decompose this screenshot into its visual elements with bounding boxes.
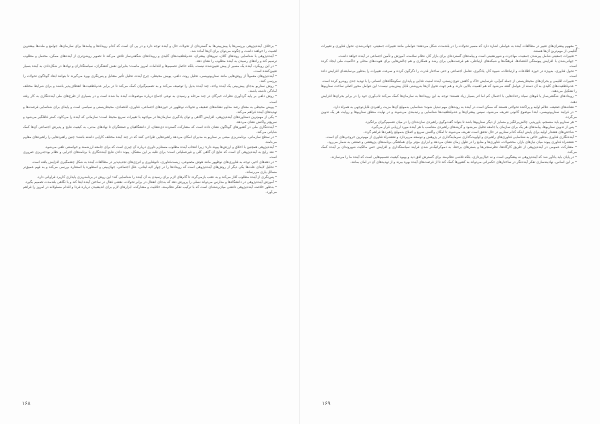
paragraph: • در پایان باید یادآور شد که آینده‌پژوهی نه پیشگویی است و نه خیال‌پردازی، بلکه تلاشی نظام‌مند برای گسترش افق دید و بهبود کیفیت تصمیم‌هایی است که آینده ما را می‌سازند. <box>330 155 577 160</box>
paragraph: • آینده‌نگاری فناوری به‌طور خاص به شناسایی فناوری‌های راهبردی و اولویت‌گذاری سرمایه‌گذاری در پژوهش و توسعه می‌پردازد و نقشه‌راه فناوری از مهم‌ترین خروجی‌های آن است. <box>325 134 577 139</box>
paragraph: • آینده‌نگاری ملی در کشورهای گوناگون نشان داده است که مشارکت گسترده ذی‌نفعان، از دانشگاهیان و صنعتگران تا نهادهای مدنی، به کیفیت نتایج و پذیرش اجتماعی آن‌ها کمک شایانی می‌کند. <box>23 124 277 134</box>
paragraph: • عدم‌قطعیت‌های کلیدی به آن دسته از عوامل گفته می‌شود که هم اهمیت بالایی دارند و هم جهت تحول آن‌ها به‌روشنی قابل پیش‌بینی نیست؛ این عوامل محور اصلی ساخت سناریوها را تشکیل می‌دهند. <box>321 84 577 94</box>
paragraph: • تحول فناوری، به‌ویژه در حوزه اطلاعات و ارتباطات، شیوه کار، یادگیری، تعامل اجتماعی و حتی ساختار قدرت را دگرگون کرده و سرعت تغییرات را به‌طور بی‌سابقه‌ای افزایش داده است. <box>321 69 577 79</box>
right-page-marker: ۲۰ <box>575 46 580 51</box>
paragraph: • رویدادهای شگفتی‌ساز یا قوهای سیاه رخدادهایی با احتمال کم اما اثر بسیار زیاد هستند؛ توجه به این رویدادها به سازمان‌ها کمک می‌کند تاب‌آوری خود را در برابر بحران‌ها افزایش دهند. <box>321 94 577 104</box>
paragraph: • به‌طور خلاصه، آینده‌پژوهی دانشی میان‌رشته‌ای است که با ترکیب تفکر نظام‌مند، خلاقیت و مشارکت، ابزارهای لازم برای اندیشیدن درباره فردا و اقدام مسئولانه در امروز را فراهم می‌آورد. <box>23 185 277 195</box>
paragraph: • آینده‌پژوهان معمولاً از روش‌هایی مانند سناریونویسی، تحلیل روند، دلفی، پویش محیطی، چرخ آینده، تحلیل تأثیر متقابل و پس‌نگری بهره می‌گیرند تا بتوانند ابعاد گوناگون تحولات را بررسی کنند. <box>23 74 277 84</box>
paragraph: • بر این اساس، نهادینه‌سازی تفکر آینده‌نگر در ساختارهای حکمرانی می‌تواند به کشورها کمک کند تا از فرصت‌های آینده بهره ببرند و از تهدیدهای آن در امان بمانند. <box>350 160 577 165</box>
right-page-body <box>321 44 577 396</box>
right-page-number: ۱۶۹ <box>322 401 331 407</box>
paragraph: • برخلاف آینده‌پژوهی بررسی‌ها یا پیش‌بینی‌ها به گستره‌ای از تحولات حال و آینده توجه دارد و در پی آن است که کدام رویدادها و پیامدها برای سازمان‌ها، جوامع و ملت‌ها بیشترین اهمیت را خواهند داشت و چگونه می‌توان برای آن‌ها آماده شد. <box>23 44 277 54</box>
paragraph: • جهانی‌شدن با افزایش پیوستگی اقتصادها، فرهنگ‌ها و شبکه‌های ارتباطی، هم فرصت‌هایی برای رشد و همکاری و هم چالش‌هایی برای هویت‌های محلی و حاکمیت ملی ایجاد کرده است. <box>321 59 577 69</box>
paragraph: • آموزش آینده‌پژوهی در دانشگاه‌ها و مدارس می‌تواند نسلی را پرورش دهد که به‌جای انفعال در برابر تحولات، نقشی فعال در ساختن آینده ایفا کند و با نگاهی بلندمدت تصمیم بگیرد. <box>24 180 277 185</box>
left-page-number: ۱۶۸ <box>22 401 31 407</box>
paragraph: • آینده‌پژوهی با شناسایی روندهای کلان، نیروهای پیشران، عدم‌قطعیت‌های کلیدی و رویدادهای شگفتی‌ساز تلاش می‌کند تا تصویر روشن‌تری از آینده‌های ممکن، محتمل و مطلوب ترسیم کند و راه‌های رسیدن به آینده مطلوب را نشان دهد. <box>23 54 277 64</box>
paragraph: • نشانه‌های ضعیف، علائم اولیه و پراکنده تحولاتی هستند که ممکن است در آینده به روندهای مهم تبدیل شوند؛ شناسایی به‌موقع آن‌ها مزیت راهبردی قابل‌توجهی به همراه دارد. <box>333 104 577 109</box>
paragraph: • آینده‌پژوهی همچنین با اخلاق و ارزش‌ها پیوند دارد؛ زیرا انتخاب آینده مطلوب مستلزم داوری درباره آن چیزی است که برای جامعه ارزشمند و خواستنی تلقی می‌شود. <box>44 144 277 149</box>
paragraph: • در سطح سازمانی، برنامه‌ریزی مبتنی بر سناریو به مدیران امکان می‌دهد راهبردهایی طراحی کنند که در چند آینده مختلف کارایی داشته باشند؛ چنین راهبردهایی را راهبردهای مقاوم می‌نامند. <box>23 134 277 144</box>
paragraph: • شاخص‌های هشدار اولیه برای پایش اینکه کدام سناریو در حال تحقق است تعریف می‌شوند تا امکان واکنش سریع و اصلاح به‌موقع راهبردها فراهم گردد. <box>363 129 577 134</box>
paragraph: • هر سناریو باید منسجم، باورپذیر، چالش‌برانگیز و متمایز از دیگر سناریوها باشد تا بتواند گفت‌وگوی راهبردی سازنده‌ای را در میان تصمیم‌گیران برانگیزد. <box>364 119 577 124</box>
paragraph: • یکی از مهم‌ترین دستاوردهای آینده‌پژوهی، افزایش آگاهی و توان یادگیری سازمان‌ها در مواجهه با تغییرات سریع محیط است؛ سازمانی که آینده را می‌کاود، کمتر غافلگیر می‌شود و سریع‌تر واکنش نشان می‌دهد. <box>23 114 277 124</box>
paragraph: • در دهه‌های اخیر، توجه به فناوری‌های نوظهور مانند هوش مصنوعی، زیست‌فناوری، نانوفناوری و انرژی‌های تجدیدپذیر در مطالعات آینده به شکل چشمگیری افزایش یافته است. <box>31 160 277 165</box>
paragraph: • نقد رایج به آینده‌پژوهی آن است که نتایج آن گاهی کلی و غیرعملیاتی است؛ برای غلبه بر این مشکل، پیوند دادن نتایج آینده‌نگاری با برنامه‌های اجرایی و نظام بودجه‌ریزی ضروری است. <box>23 149 277 160</box>
paragraph: • مفهوم پیشران‌های تغییر در مطالعات آینده به عواملی اشاره دارد که مسیر تحولات را در بلندمدت شکل می‌دهند؛ عواملی مانند تغییرات جمعیتی، جهانی‌شدن، تحول فناوری و تغییرات اقلیمی از مهم‌ترین آن‌ها هستند. <box>321 44 577 54</box>
paragraph: • پس‌نگری از آینده مطلوب آغاز می‌کند و به عقب بازمی‌گردد تا گام‌های لازم برای رسیدن به آن آینده را شناسایی کند؛ این روش در برنامه‌ریزی پایداری کاربرد فراوانی دارد. <box>36 175 277 180</box>
right-page <box>300 0 600 424</box>
paragraph: • نقشه‌راه فناوری پیوند میان نیازهای بازار، محصولات، فناوری‌ها و منابع را در طول زمان نشان می‌دهد و ابزاری مؤثر برای هماهنگی برنامه‌های پژوهشی و صنعتی به شمار می‌رود. <box>327 139 577 144</box>
paragraph: • روش دلفی بر پایه گردآوری نظرات خبرگان در چند مرحله و رسیدن به نوعی اجماع درباره موضوعات آینده بنا شده است و در بسیاری از طرح‌های ملی آینده‌نگاری به کار رفته است. <box>23 94 277 104</box>
left-page-body <box>23 44 277 396</box>
paragraph: • در این رویکرد، آینده یک مسیر از پیش تعیین‌شده نیست، بلکه حاصل تصمیم‌ها و اقدامات امروز ماست؛ بنابراین نقش کنشگران، سیاستگذاران و نهادها در شکل‌دادن به آینده بسیار تعیین‌کننده است. <box>23 64 277 74</box>
paragraph: • روش سناریو به‌جای پیش‌بینی یک آینده واحد، چند آینده بدیل را توصیف می‌کند و به تصمیم‌گیران کمک می‌کند تا در برابر عدم‌قطعیت‌ها انعطاف‌پذیر باشند و برای شرایط مختلف آمادگی داشته باشند. <box>23 84 277 94</box>
paragraph: • تحلیل لایه‌ای علت‌ها یکی دیگر از روش‌های آینده‌پژوهی است که رویدادها را در چهار لایه لیتانی، علل اجتماعی، جهان‌بینی و اسطوره یا استعاره بررسی می‌کند و به فهم عمیق‌تر مسائل یاری می‌رساند. <box>23 165 277 175</box>
paragraph: • در فرایند سناریونویسی، ابتدا موضوع کانونی تعریف می‌شود، سپس پیشران‌ها و عدم‌قطعیت‌ها شناسایی و رتبه‌بندی می‌شوند و در نهایت منطق سناریوها و روایت هر یک تدوین می‌گردد. <box>321 109 577 119</box>
paragraph: • تغییرات اقلیمی و بحران‌های محیط‌زیستی از جمله کم‌آبی، فرسایش خاک و کاهش تنوع زیستی، آینده امنیت غذایی و پایداری سکونتگاه‌های انسانی را با تهدید جدی روبه‌رو کرده است. <box>321 79 577 84</box>
paragraph: • پس از تدوین سناریوها، پیامدهای هر یک برای سازمان یا جامعه تحلیل می‌شود و گزینه‌های راهبردی متناسب با هر آینده مورد ارزیابی قرار می‌گیرد. <box>370 124 577 129</box>
paragraph: • پویش محیطی به معنای رصد مداوم نشانه‌های ضعیف و تحولات نوظهور در حوزه‌های اجتماعی، فناوری، اقتصادی، محیط‌زیستی و سیاسی است و پایه‌ای برای شناسایی فرصت‌ها و تهدیدهای آینده فراهم می‌کند. <box>23 104 277 114</box>
paragraph: • تغییرات جمعیتی شامل پیرشدن جمعیت، مهاجرت و شهرنشینی است و پیامدهای گسترده‌ای برای بازار کار، نظام سلامت، آموزش و تأمین اجتماعی در آینده خواهد داشت. <box>338 54 577 59</box>
paragraph: • مشارکت عمومی در آینده‌پژوهی از طریق کارگاه‌ها، نظرسنجی‌ها و بسترهای برخط، به دموکراتیک‌تر شدن فرایند سیاستگذاری و افزایش حس مالکیت شهروندان بر آینده کمک می‌کند. <box>321 144 577 154</box>
